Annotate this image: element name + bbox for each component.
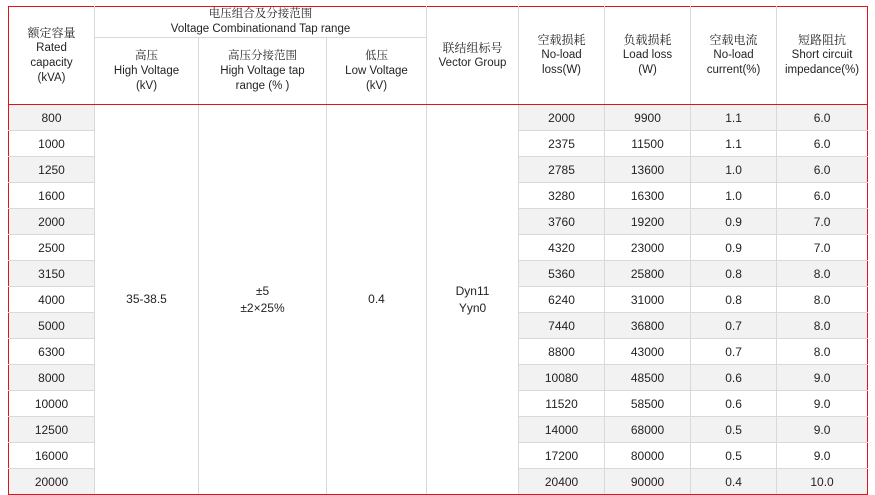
cell-impedance: 8.0 xyxy=(777,287,868,313)
cell-no-load-current: 0.9 xyxy=(691,235,777,261)
cell-rated-capacity: 6300 xyxy=(9,339,95,365)
cell-high-voltage-merged: 35-38.5 xyxy=(95,105,199,495)
header-row-1 xyxy=(9,7,868,38)
column-header-high-voltage xyxy=(95,38,199,105)
header-en-voltage-group: Voltage Combinationand Tap range xyxy=(170,23,351,35)
cell-impedance: 6.0 xyxy=(777,157,868,183)
header-cn-no-load-current: 空载电流 xyxy=(709,33,758,47)
column-header-tap-range xyxy=(199,38,327,105)
cell-no-load-loss: 3280 xyxy=(519,183,605,209)
cell-tap-range-merged xyxy=(199,105,327,495)
cell-impedance: 10.0 xyxy=(777,469,868,495)
cell-rated-capacity: 1000 xyxy=(9,131,95,157)
cell-rated-capacity: 10000 xyxy=(9,391,95,417)
cell-no-load-loss: 8800 xyxy=(519,339,605,365)
column-header-no-load-current xyxy=(691,7,777,105)
cell-no-load-loss: 3760 xyxy=(519,209,605,235)
cell-no-load-current: 0.7 xyxy=(691,313,777,339)
cell-low-voltage-merged: 0.4 xyxy=(327,105,427,495)
cell-load-loss: 19200 xyxy=(605,209,691,235)
cell-load-loss: 25800 xyxy=(605,261,691,287)
header-en1-low-voltage: Low Voltage xyxy=(345,64,408,77)
table-row xyxy=(9,105,868,131)
cell-no-load-loss: 17200 xyxy=(519,443,605,469)
cell-no-load-current: 0.6 xyxy=(691,391,777,417)
cell-load-loss: 16300 xyxy=(605,183,691,209)
cell-no-load-current: 1.0 xyxy=(691,157,777,183)
header-en1-no-load-current: No-load xyxy=(713,49,754,61)
cell-no-load-loss: 14000 xyxy=(519,417,605,443)
cell-impedance: 8.0 xyxy=(777,313,868,339)
header-en2-tap-range: range (% ) xyxy=(235,79,290,92)
cell-no-load-current: 0.9 xyxy=(691,209,777,235)
header-cn-low-voltage: 低压 xyxy=(365,49,389,62)
cell-vector-group-merged xyxy=(427,105,519,495)
cell-rated-capacity: 800 xyxy=(9,105,95,131)
cell-load-loss: 80000 xyxy=(605,443,691,469)
header-cn-load-loss: 负载损耗 xyxy=(623,33,672,47)
table-body xyxy=(9,105,868,495)
header-en1-impedance: Short circuit xyxy=(791,49,853,61)
cell-rated-capacity: 2000 xyxy=(9,209,95,235)
cell-load-loss: 9900 xyxy=(605,105,691,131)
cell-impedance: 9.0 xyxy=(777,365,868,391)
cell-rated-capacity: 1250 xyxy=(9,157,95,183)
cell-no-load-loss: 6240 xyxy=(519,287,605,313)
column-header-voltage-group xyxy=(95,7,427,38)
cell-load-loss: 11500 xyxy=(605,131,691,157)
cell-no-load-loss: 2000 xyxy=(519,105,605,131)
cell-impedance: 7.0 xyxy=(777,235,868,261)
cell-no-load-loss: 5360 xyxy=(519,261,605,287)
transformer-spec-table xyxy=(8,6,868,495)
cell-impedance: 7.0 xyxy=(777,209,868,235)
cell-impedance: 8.0 xyxy=(777,261,868,287)
cell-impedance: 6.0 xyxy=(777,105,868,131)
header-en2-load-loss: (W) xyxy=(638,64,657,76)
cell-no-load-current: 0.8 xyxy=(691,287,777,313)
column-header-no-load-loss xyxy=(519,7,605,105)
header-en1-high-voltage: High Voltage xyxy=(113,64,180,77)
cell-no-load-current: 1.0 xyxy=(691,183,777,209)
cell-no-load-loss: 20400 xyxy=(519,469,605,495)
cell-rated-capacity: 1600 xyxy=(9,183,95,209)
header-en2-no-load-loss: loss(W) xyxy=(542,64,582,76)
cell-rated-capacity: 2500 xyxy=(9,235,95,261)
cell-impedance: 9.0 xyxy=(777,391,868,417)
cell-no-load-current: 0.4 xyxy=(691,469,777,495)
cell-rated-capacity: 8000 xyxy=(9,365,95,391)
cell-load-loss: 58500 xyxy=(605,391,691,417)
header-unit-low-voltage: (kV) xyxy=(365,79,388,92)
cell-no-load-current: 0.7 xyxy=(691,339,777,365)
cell-no-load-current: 0.5 xyxy=(691,417,777,443)
cell-impedance: 6.0 xyxy=(777,131,868,157)
cell-no-load-loss: 10080 xyxy=(519,365,605,391)
header-en2-rated-capacity: capacity xyxy=(30,56,73,69)
column-header-short-circuit-impedance xyxy=(777,7,868,105)
cell-no-load-current: 0.8 xyxy=(691,261,777,287)
cell-rated-capacity: 20000 xyxy=(9,469,95,495)
header-cn-vector-group: 联结组标号 xyxy=(442,40,503,55)
vector-group-line2: Yyn0 xyxy=(458,300,487,315)
header-en1-no-load-loss: No-load xyxy=(541,49,582,61)
cell-no-load-loss: 2375 xyxy=(519,131,605,157)
tap-range-line2: ±2×25% xyxy=(240,300,285,315)
column-header-load-loss xyxy=(605,7,691,105)
cell-impedance: 6.0 xyxy=(777,183,868,209)
header-en1-rated-capacity: Rated xyxy=(36,41,67,54)
header-en1-vector-group: Vector Group xyxy=(438,56,507,69)
cell-load-loss: 68000 xyxy=(605,417,691,443)
cell-impedance: 8.0 xyxy=(777,339,868,365)
cell-no-load-loss: 7440 xyxy=(519,313,605,339)
cell-impedance: 9.0 xyxy=(777,417,868,443)
cell-no-load-current: 0.5 xyxy=(691,443,777,469)
header-cn-tap-range: 高压分接范围 xyxy=(228,49,297,62)
header-en2-no-load-current: current(%) xyxy=(706,64,761,76)
header-unit-high-voltage: (kV) xyxy=(135,79,158,92)
header-cn-rated-capacity: 额定容量 xyxy=(27,25,76,40)
cell-rated-capacity: 12500 xyxy=(9,417,95,443)
cell-load-loss: 23000 xyxy=(605,235,691,261)
cell-load-loss: 48500 xyxy=(605,365,691,391)
column-header-low-voltage xyxy=(327,38,427,105)
table-header xyxy=(9,7,868,105)
cell-load-loss: 36800 xyxy=(605,313,691,339)
cell-no-load-current: 0.6 xyxy=(691,365,777,391)
cell-rated-capacity: 4000 xyxy=(9,287,95,313)
cell-no-load-loss: 11520 xyxy=(519,391,605,417)
tap-range-line1: ±5 xyxy=(255,283,270,298)
cell-load-loss: 13600 xyxy=(605,157,691,183)
column-header-rated-capacity xyxy=(9,7,95,105)
cell-rated-capacity: 16000 xyxy=(9,443,95,469)
header-en1-tap-range: High Voltage tap xyxy=(220,64,305,77)
cell-no-load-loss: 2785 xyxy=(519,157,605,183)
header-cn-high-voltage: 高压 xyxy=(135,49,158,62)
column-header-vector-group xyxy=(427,7,519,105)
cell-rated-capacity: 5000 xyxy=(9,313,95,339)
header-en1-load-loss: Load loss xyxy=(622,49,673,61)
cell-no-load-current: 1.1 xyxy=(691,105,777,131)
header-en2-impedance: impedance(%) xyxy=(784,64,860,76)
cell-load-loss: 90000 xyxy=(605,469,691,495)
cell-load-loss: 43000 xyxy=(605,339,691,365)
header-unit-rated-capacity: (kVA) xyxy=(37,71,66,84)
header-cn-no-load-loss: 空载损耗 xyxy=(537,33,586,47)
cell-rated-capacity: 3150 xyxy=(9,261,95,287)
cell-impedance: 9.0 xyxy=(777,443,868,469)
cell-load-loss: 31000 xyxy=(605,287,691,313)
vector-group-line1: Dyn11 xyxy=(455,283,490,298)
cell-no-load-current: 1.1 xyxy=(691,131,777,157)
header-cn-voltage-group: 电压组合及分接范围 xyxy=(208,8,313,20)
header-cn-impedance: 短路阻抗 xyxy=(798,33,847,47)
cell-no-load-loss: 4320 xyxy=(519,235,605,261)
